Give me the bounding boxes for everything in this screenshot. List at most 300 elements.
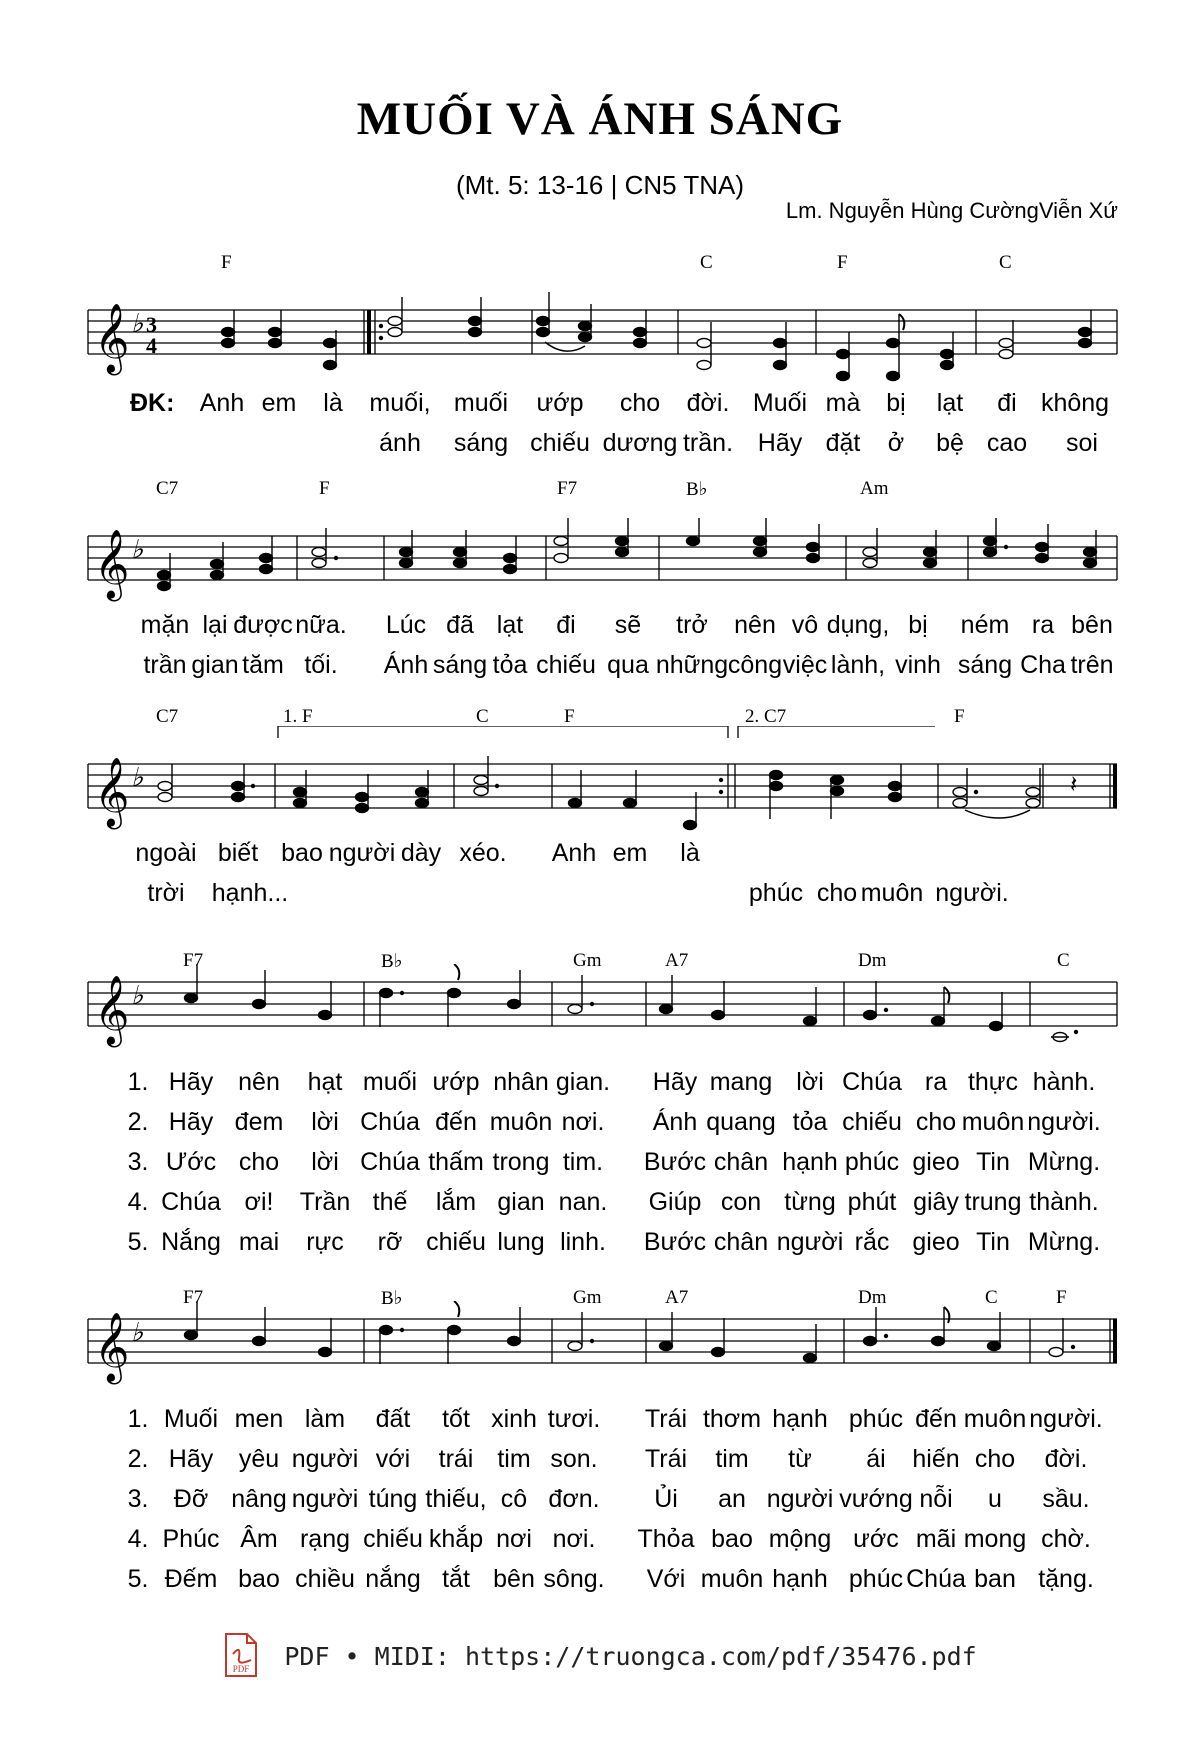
lyric-syllable: ướp bbox=[432, 1068, 480, 1096]
chord-symbol: C7 bbox=[156, 478, 179, 499]
lyric-line bbox=[0, 1525, 1200, 1561]
lyric-syllable: Trái bbox=[644, 1405, 688, 1433]
chord-symbol: Gm bbox=[573, 1287, 602, 1308]
lyric-syllable: những bbox=[655, 651, 729, 679]
lyric-syllable: u bbox=[988, 1485, 1002, 1513]
lyric-syllable: thế bbox=[372, 1188, 408, 1216]
chord-symbol: 2. C7 bbox=[745, 706, 787, 727]
lyric-syllable: chiếu bbox=[536, 651, 596, 679]
lyric-syllable: chân bbox=[713, 1228, 769, 1256]
lyric-syllable: nên bbox=[734, 611, 776, 639]
lyric-syllable: cho bbox=[238, 1148, 280, 1176]
lyric-line bbox=[0, 839, 1200, 875]
lyric-syllable: Bước bbox=[643, 1148, 707, 1176]
lyric-syllable: chiếu bbox=[363, 1525, 423, 1553]
lyric-syllable: ánh bbox=[379, 429, 421, 457]
chord-symbol: C bbox=[1057, 950, 1070, 971]
lyric-syllable: 2. bbox=[127, 1108, 149, 1136]
lyric-syllable: soi bbox=[1066, 429, 1098, 457]
lyric-syllable: bị bbox=[908, 611, 928, 639]
lyric-syllable: ném bbox=[960, 611, 1010, 639]
lyric-syllable: cho bbox=[816, 879, 858, 907]
svg-text:3: 3 bbox=[146, 312, 157, 337]
lyric-syllable: đi bbox=[997, 389, 1017, 417]
lyric-syllable: không bbox=[1040, 389, 1110, 417]
lyric-syllable: dương bbox=[602, 429, 678, 457]
download-link[interactable]: PDF • MIDI: https://truongca.com/pdf/35476.pdf bbox=[284, 1642, 977, 1671]
lyric-syllable: công bbox=[727, 651, 783, 679]
chord-symbol: F7 bbox=[183, 950, 204, 971]
lyric-syllable: 4. bbox=[127, 1525, 149, 1553]
lyric-line bbox=[0, 1068, 1200, 1104]
lyric-syllable: muôn bbox=[961, 1108, 1025, 1136]
lyric-syllable: chiếu bbox=[530, 429, 590, 457]
lyric-syllable: phúc bbox=[848, 1405, 904, 1433]
chord-symbol: F bbox=[564, 706, 575, 727]
chord-symbol: C bbox=[999, 252, 1012, 273]
chord-symbol: C bbox=[985, 1287, 998, 1308]
music-staff bbox=[0, 726, 1200, 836]
download-footer[interactable] bbox=[0, 1632, 1200, 1684]
lyric-syllable: Mừng. bbox=[1027, 1148, 1101, 1176]
lyric-syllable: mang bbox=[709, 1068, 773, 1096]
chord-symbol: B♭ bbox=[381, 951, 403, 972]
lyric-syllable: từ bbox=[788, 1445, 812, 1473]
lyric-syllable: nâng bbox=[231, 1485, 287, 1513]
lyric-syllable: sẽ bbox=[614, 611, 642, 639]
lyric-syllable: 5. bbox=[127, 1228, 149, 1256]
svg-text:♭: ♭ bbox=[131, 1318, 144, 1347]
chord-row bbox=[0, 478, 1200, 518]
lyric-syllable: nhân bbox=[493, 1068, 549, 1096]
svg-text:♭: ♭ bbox=[131, 763, 144, 792]
lyric-syllable: em bbox=[612, 839, 648, 867]
lyric-syllable: Bước bbox=[643, 1228, 707, 1256]
lyric-line bbox=[0, 1405, 1200, 1441]
lyric-syllable: Ước bbox=[165, 1148, 217, 1176]
lyric-syllable: muôn bbox=[700, 1565, 764, 1593]
lyric-line bbox=[0, 1228, 1200, 1264]
lyric-syllable: đem bbox=[234, 1108, 284, 1136]
lyric-syllable: sáng bbox=[432, 651, 488, 679]
lyric-syllable: nên bbox=[238, 1068, 280, 1096]
lyric-syllable: linh. bbox=[560, 1228, 606, 1256]
lyric-syllable: chân bbox=[713, 1148, 769, 1176]
lyric-syllable: gian bbox=[191, 651, 239, 679]
lyric-syllable: tối. bbox=[304, 651, 338, 679]
lyric-syllable: gieo bbox=[912, 1148, 960, 1176]
lyric-syllable: thấm bbox=[428, 1148, 484, 1176]
lyric-syllable: hiến bbox=[912, 1445, 960, 1473]
lyric-syllable: phúc bbox=[748, 879, 804, 907]
lyric-line bbox=[0, 1148, 1200, 1184]
lyric-syllable: xéo. bbox=[459, 839, 507, 867]
lyric-syllable: nắng bbox=[365, 1565, 421, 1593]
lyric-syllable: nữa. bbox=[295, 611, 347, 639]
lyric-syllable: trong bbox=[492, 1148, 550, 1176]
lyric-syllable: nan. bbox=[558, 1188, 608, 1216]
lyric-syllable: trái bbox=[438, 1445, 474, 1473]
lyric-syllable: dụng, bbox=[826, 611, 890, 639]
lyric-syllable: lành, bbox=[830, 651, 886, 679]
lyric-syllable: em bbox=[261, 389, 297, 417]
lyric-syllable: lời bbox=[311, 1148, 339, 1176]
lyric-syllable: ở bbox=[887, 429, 905, 457]
lyric-syllable: mãi bbox=[915, 1525, 957, 1553]
lyric-syllable: thực bbox=[967, 1068, 1019, 1096]
lyric-syllable: Chúa bbox=[906, 1565, 966, 1593]
chord-symbol: A7 bbox=[665, 950, 689, 971]
lyric-syllable: lạt bbox=[496, 611, 524, 639]
lyric-syllable: tim bbox=[497, 1445, 531, 1473]
lyric-line bbox=[0, 1188, 1200, 1224]
lyric-syllable: ra bbox=[924, 1068, 948, 1096]
svg-text:𝄽: 𝄽 bbox=[1070, 772, 1078, 798]
lyric-syllable: mong bbox=[963, 1525, 1027, 1553]
lyric-syllable: ngoài bbox=[135, 839, 197, 867]
lyric-syllable: đến bbox=[435, 1108, 477, 1136]
lyric-syllable: trung bbox=[964, 1188, 1022, 1216]
lyric-syllable: hạnh bbox=[772, 1565, 828, 1593]
lyric-syllable: cao bbox=[986, 429, 1028, 457]
chord-symbol: C bbox=[700, 252, 713, 273]
treble-clef-icon: 𝄞 bbox=[94, 1314, 130, 1380]
lyric-syllable: Chúa bbox=[842, 1068, 902, 1096]
lyric-syllable: là bbox=[323, 389, 343, 417]
lyric-syllable: chiếu bbox=[842, 1108, 902, 1136]
chord-row bbox=[0, 252, 1200, 292]
lyric-syllable: khắp bbox=[428, 1525, 484, 1553]
lyric-syllable: Muối bbox=[163, 1405, 219, 1433]
lyric-syllable: thành. bbox=[1029, 1188, 1099, 1216]
lyric-syllable: Âm bbox=[240, 1525, 278, 1553]
chord-symbol: 1. F bbox=[283, 706, 313, 727]
song-title: MUỐI VÀ ÁNH SÁNG bbox=[356, 93, 844, 145]
lyric-syllable: 1. bbox=[127, 1068, 149, 1096]
lyric-line bbox=[0, 879, 1200, 915]
lyric-syllable: đất bbox=[375, 1405, 411, 1433]
lyric-syllable: Chúa bbox=[161, 1188, 221, 1216]
lyric-syllable: Phúc bbox=[162, 1525, 220, 1553]
lyric-syllable: Nắng bbox=[161, 1228, 221, 1256]
lyric-syllable: sầu. bbox=[1042, 1485, 1090, 1513]
lyric-syllable: Cha bbox=[1020, 651, 1066, 679]
lyric-line bbox=[0, 1108, 1200, 1144]
lyric-syllable: hành. bbox=[1032, 1068, 1096, 1096]
lyric-syllable: hạnh... bbox=[211, 879, 289, 907]
lyric-syllable: phút bbox=[847, 1188, 897, 1216]
lyric-syllable: trời bbox=[147, 879, 185, 907]
lyric-syllable: Muối bbox=[752, 389, 808, 417]
lyric-syllable: ban bbox=[974, 1565, 1016, 1593]
chord-symbol: C7 bbox=[156, 706, 179, 727]
lyric-syllable: Ánh bbox=[652, 1108, 698, 1136]
lyric-syllable: tặng. bbox=[1038, 1565, 1094, 1593]
chord-symbol: Gm bbox=[573, 950, 602, 971]
lyric-syllable: bao bbox=[238, 1565, 280, 1593]
lyric-syllable: đời. bbox=[686, 389, 730, 417]
lyric-syllable: an bbox=[718, 1485, 746, 1513]
lyric-line bbox=[0, 429, 1200, 465]
lyric-syllable: thơm bbox=[702, 1405, 762, 1433]
lyric-syllable: tim bbox=[715, 1445, 749, 1473]
chord-symbol: Dm bbox=[858, 950, 887, 971]
music-staff bbox=[0, 964, 1200, 1074]
chord-symbol: F7 bbox=[557, 478, 578, 499]
lyric-syllable: với bbox=[375, 1445, 411, 1473]
lyric-syllable: đơn. bbox=[548, 1485, 600, 1513]
lyric-syllable: rạng bbox=[299, 1525, 351, 1553]
lyric-syllable: Đếm bbox=[164, 1565, 218, 1593]
lyric-syllable: rỡ bbox=[377, 1228, 403, 1256]
song-author: Lm. Nguyễn Hùng CườngViễn Xứ bbox=[785, 198, 1118, 223]
svg-text:4: 4 bbox=[146, 333, 157, 358]
lyric-syllable: Hãy bbox=[652, 1068, 698, 1096]
lyric-syllable: cho bbox=[974, 1445, 1016, 1473]
lyric-line bbox=[0, 1485, 1200, 1521]
lyric-syllable: rắc bbox=[854, 1228, 890, 1256]
lyric-syllable: bên bbox=[493, 1565, 535, 1593]
lyric-syllable: người bbox=[776, 1228, 844, 1256]
lyric-syllable: lắm bbox=[435, 1188, 477, 1216]
music-staff bbox=[0, 292, 1200, 402]
lyric-line bbox=[0, 651, 1200, 687]
lyric-syllable: rực bbox=[306, 1228, 344, 1256]
lyric-syllable: 4. bbox=[127, 1188, 149, 1216]
refrain-label: ĐK: bbox=[130, 389, 175, 417]
lyric-syllable: quang bbox=[706, 1108, 776, 1136]
chord-symbol: F bbox=[221, 252, 232, 273]
lyric-syllable: việc bbox=[782, 651, 828, 679]
svg-text:♭: ♭ bbox=[131, 535, 144, 564]
staff-system-1 bbox=[0, 252, 1200, 457]
lyric-syllable: vướng bbox=[839, 1485, 913, 1513]
svg-text:PDF: PDF bbox=[233, 1664, 250, 1674]
lyric-syllable: Chúa bbox=[360, 1108, 420, 1136]
lyric-syllable: đi bbox=[556, 611, 576, 639]
lyric-syllable: Thỏa bbox=[637, 1525, 695, 1553]
lyric-syllable: ước bbox=[853, 1525, 899, 1553]
lyric-syllable: Anh bbox=[551, 839, 597, 867]
chord-symbol: A7 bbox=[665, 1287, 689, 1308]
lyric-syllable: mai bbox=[238, 1228, 280, 1256]
lyric-syllable: đặt bbox=[825, 429, 861, 457]
lyric-syllable: bao bbox=[281, 839, 323, 867]
lyric-syllable: làm bbox=[304, 1405, 346, 1433]
chord-symbol: F bbox=[319, 478, 330, 499]
lyric-syllable: 3. bbox=[127, 1485, 149, 1513]
lyric-syllable: lời bbox=[311, 1108, 339, 1136]
lyric-syllable: 3. bbox=[127, 1148, 149, 1176]
lyric-syllable: mộng bbox=[768, 1525, 832, 1553]
lyric-syllable: nỗi bbox=[919, 1485, 953, 1513]
lyric-syllable: nơi. bbox=[561, 1108, 605, 1136]
lyric-syllable: yêu bbox=[238, 1445, 280, 1473]
lyric-syllable: 5. bbox=[127, 1565, 149, 1593]
lyric-syllable: Hãy bbox=[168, 1068, 214, 1096]
lyric-syllable: con bbox=[720, 1188, 762, 1216]
svg-text:♭: ♭ bbox=[131, 309, 144, 338]
lyric-syllable: Trần bbox=[299, 1188, 351, 1216]
lyric-syllable: muôn bbox=[963, 1405, 1027, 1433]
lyric-syllable: nơi. bbox=[552, 1525, 596, 1553]
lyric-syllable: sông. bbox=[543, 1565, 605, 1593]
lyric-syllable: lời bbox=[796, 1068, 824, 1096]
lyric-syllable: trần bbox=[143, 651, 187, 679]
lyric-syllable: tỏa bbox=[492, 651, 528, 679]
lyric-syllable: chiều bbox=[295, 1565, 355, 1593]
lyric-syllable: sáng bbox=[957, 651, 1013, 679]
chord-symbol: Dm bbox=[858, 1287, 887, 1308]
lyric-syllable: người bbox=[291, 1485, 359, 1513]
lyric-syllable: ra bbox=[1031, 611, 1055, 639]
lyric-syllable: Lúc bbox=[385, 611, 427, 639]
lyric-syllable: men bbox=[234, 1405, 284, 1433]
staff-system-3 bbox=[0, 706, 1200, 916]
lyric-syllable: người. bbox=[1029, 1405, 1103, 1433]
lyric-syllable: dày bbox=[400, 839, 442, 867]
lyric-syllable: lạt bbox=[936, 389, 964, 417]
lyric-syllable: Tin bbox=[976, 1228, 1010, 1256]
lyric-syllable: muôn bbox=[489, 1108, 553, 1136]
lyric-syllable: Hãy bbox=[168, 1108, 214, 1136]
lyric-syllable: đến bbox=[915, 1405, 957, 1433]
lyric-syllable: hạnh bbox=[772, 1405, 828, 1433]
lyric-syllable: trần. bbox=[682, 429, 734, 457]
lyric-syllable: sáng bbox=[453, 429, 509, 457]
lyric-syllable: mặn bbox=[140, 611, 190, 639]
svg-text:♭: ♭ bbox=[131, 981, 144, 1010]
lyric-syllable: chiếu bbox=[426, 1228, 486, 1256]
lyric-syllable: Chúa bbox=[360, 1148, 420, 1176]
lyric-syllable: bệ bbox=[936, 429, 964, 457]
lyric-line bbox=[0, 389, 1200, 425]
music-staff bbox=[0, 1301, 1200, 1411]
lyric-syllable: lại bbox=[202, 611, 228, 639]
lyric-syllable: bên bbox=[1071, 611, 1113, 639]
treble-clef-icon: 𝄞 bbox=[94, 305, 130, 371]
lyric-syllable: đã bbox=[446, 611, 474, 639]
lyric-syllable: ướp bbox=[536, 389, 584, 417]
lyric-syllable: Giúp bbox=[648, 1188, 702, 1216]
lyric-syllable: nơi bbox=[496, 1525, 532, 1553]
chord-symbol: Am bbox=[860, 478, 889, 499]
lyric-syllable: lung bbox=[497, 1228, 545, 1256]
lyric-syllable: giây bbox=[913, 1188, 959, 1216]
lyric-syllable: Với bbox=[646, 1565, 686, 1593]
lyric-syllable: muôn bbox=[860, 879, 924, 907]
staff-system-2 bbox=[0, 478, 1200, 688]
lyric-syllable: túng bbox=[368, 1485, 418, 1513]
lyric-syllable: bao bbox=[711, 1525, 753, 1553]
lyric-syllable: muối bbox=[362, 1068, 418, 1096]
lyric-syllable: Hãy bbox=[168, 1445, 214, 1473]
lyric-syllable: tắt bbox=[442, 1565, 470, 1593]
lyric-syllable: tăm bbox=[242, 651, 284, 679]
lyric-syllable: ơi! bbox=[244, 1188, 274, 1216]
lyric-syllable: bị bbox=[886, 389, 906, 417]
lyric-syllable: cho bbox=[619, 389, 661, 417]
lyric-syllable: qua bbox=[607, 651, 649, 679]
lyric-syllable: được bbox=[233, 611, 293, 639]
lyric-syllable: tỏa bbox=[792, 1108, 828, 1136]
lyric-syllable: mà bbox=[825, 389, 861, 417]
lyric-syllable: gieo bbox=[912, 1228, 960, 1256]
chord-symbol: F bbox=[837, 252, 848, 273]
lyric-line bbox=[0, 1565, 1200, 1601]
lyric-syllable: son. bbox=[550, 1445, 598, 1473]
lyric-syllable: trở bbox=[676, 611, 708, 639]
chord-symbol: C bbox=[476, 706, 489, 727]
lyric-syllable: là bbox=[680, 839, 700, 867]
lyric-syllable: chờ. bbox=[1041, 1525, 1091, 1553]
lyric-line bbox=[0, 1445, 1200, 1481]
treble-clef-icon: 𝄞 bbox=[94, 531, 130, 597]
lyric-syllable: tốt bbox=[442, 1405, 470, 1433]
song-subtitle: (Mt. 5: 13-16 | CN5 TNA) bbox=[455, 170, 745, 200]
lyric-syllable: Ánh bbox=[383, 651, 429, 679]
lyric-syllable: vinh bbox=[895, 651, 941, 679]
lyric-syllable: tim. bbox=[562, 1148, 604, 1176]
lyric-syllable: biết bbox=[217, 839, 259, 867]
lyric-syllable: Mừng. bbox=[1027, 1228, 1101, 1256]
lyric-syllable: cho bbox=[915, 1108, 957, 1136]
chord-symbol: F7 bbox=[183, 1287, 204, 1308]
lyric-syllable: từng bbox=[784, 1188, 836, 1216]
lyric-syllable: muối, bbox=[369, 389, 431, 417]
lyric-syllable: hạt bbox=[307, 1068, 343, 1096]
lyric-syllable: cô bbox=[500, 1485, 528, 1513]
lyric-syllable: Trái bbox=[644, 1445, 688, 1473]
lyric-syllable: vô bbox=[791, 611, 819, 639]
chord-symbol: B♭ bbox=[381, 1288, 403, 1309]
treble-clef-icon: 𝄞 bbox=[94, 977, 130, 1043]
lyric-syllable: phúc bbox=[848, 1565, 904, 1593]
lyric-syllable: Anh bbox=[199, 389, 245, 417]
lyric-syllable: hạnh bbox=[782, 1148, 838, 1176]
lyric-syllable: đời. bbox=[1044, 1445, 1088, 1473]
lyric-syllable: người bbox=[291, 1445, 359, 1473]
lyric-syllable: xinh bbox=[491, 1405, 537, 1433]
lyric-syllable: người. bbox=[935, 879, 1009, 907]
lyric-syllable: trên bbox=[1070, 651, 1114, 679]
chord-symbol: B♭ bbox=[686, 479, 708, 500]
staff-system-4 bbox=[0, 950, 1200, 1256]
treble-clef-icon: 𝄞 bbox=[94, 759, 130, 825]
lyric-syllable: Tin bbox=[976, 1148, 1010, 1176]
lyric-syllable: muối bbox=[453, 389, 509, 417]
lyric-syllable: Hãy bbox=[757, 429, 803, 457]
lyric-syllable: người bbox=[328, 839, 396, 867]
lyric-syllable: người bbox=[766, 1485, 834, 1513]
lyric-syllable: Ủi bbox=[654, 1485, 678, 1513]
lyric-syllable: ái bbox=[866, 1445, 886, 1473]
lyric-syllable: 2. bbox=[127, 1445, 149, 1473]
lyric-syllable: 1. bbox=[127, 1405, 149, 1433]
lyric-syllable: người. bbox=[1027, 1108, 1101, 1136]
lyric-syllable: phúc bbox=[844, 1148, 900, 1176]
staff-system-5 bbox=[0, 1287, 1200, 1597]
lyric-syllable: thiếu, bbox=[425, 1485, 487, 1513]
lyric-syllable: gian bbox=[497, 1188, 545, 1216]
lyric-syllable: tươi. bbox=[547, 1405, 601, 1433]
lyric-syllable: Đỡ bbox=[173, 1485, 209, 1513]
chord-symbol: F bbox=[1056, 1287, 1067, 1308]
lyric-syllable: gian. bbox=[555, 1068, 611, 1096]
lyric-line bbox=[0, 611, 1200, 647]
chord-symbol: F bbox=[954, 706, 965, 727]
pdf-icon[interactable] bbox=[223, 1632, 259, 1684]
